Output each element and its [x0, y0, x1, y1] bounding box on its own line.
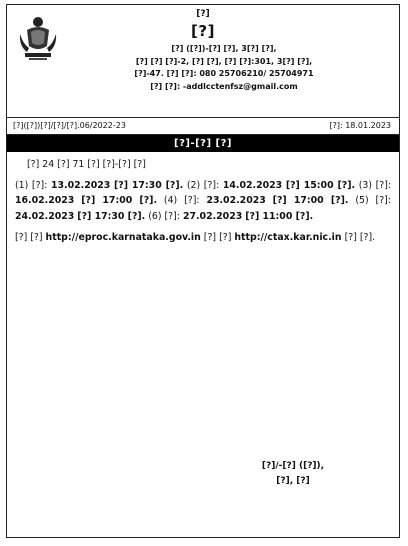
schedule-item: (6) [?]: 27.02.2023 [?] 11:00 [?]. — [148, 210, 314, 222]
reference-row — [7, 118, 399, 135]
schedule-item: (1) [?]: 13.02.2023 [?] 17:30 [?]. — [15, 180, 184, 192]
ctax-link[interactable]: http://ctax.kar.nic.in — [234, 231, 342, 243]
email-line: [?] [?]: -addlcctenfsz@gmail.com — [150, 81, 298, 91]
signatory-title: [?]/-[?] ([?]), — [261, 461, 325, 471]
closing-paragraph: [?] [?] http://eproc.karnataka.gov.in [?] [?] http://ctax.kar.nic.in [?] [?]. — [15, 231, 376, 243]
schedule-item: (3) [?]: 16.02.2023 [?] 17:00 [?]. — [15, 180, 392, 207]
reference-number: [?]([?])[?]/[?]/[?].06/2022-23 — [13, 121, 126, 130]
department-name: [?] — [191, 22, 215, 40]
schedule-item: (2) [?]: 14.02.2023 [?] 15:00 [?]. — [186, 180, 356, 192]
schedule-paragraph — [15, 178, 391, 224]
signatory-office: [?], [?] — [276, 476, 310, 486]
signature-block — [188, 459, 398, 489]
notice-body — [7, 152, 399, 245]
government-name: [?] — [196, 9, 210, 19]
schedule-item: (5) [?]: 24.02.2023 [?] 17:30 [?]. — [15, 195, 392, 222]
office-address — [55, 43, 393, 93]
eproc-link[interactable]: http://eproc.karnataka.gov.in — [45, 231, 201, 243]
address-line: [?] ([?])-[?] [?], 3[?] [?], — [171, 44, 277, 53]
address-line: [?] [?] [?]-2, [?] [?], [?] [?]:301, 3[?] [?], — [135, 56, 313, 66]
intro-paragraph: [?] 24 [?] 71 [?] [?]-[?] [?] — [27, 159, 146, 170]
schedule-item: (4) [?]: 23.02.2023 [?] 17:00 [?]. — [163, 195, 349, 207]
letterhead — [7, 5, 399, 118]
notice-frame — [6, 4, 400, 538]
notice-date: [?]: 18.01.2023 — [329, 121, 391, 130]
address-line: [?]-47. [?] [?]: 080 25706210/ 25704971 — [134, 69, 314, 78]
notice-title: [?]-[?] [?] — [7, 135, 399, 152]
